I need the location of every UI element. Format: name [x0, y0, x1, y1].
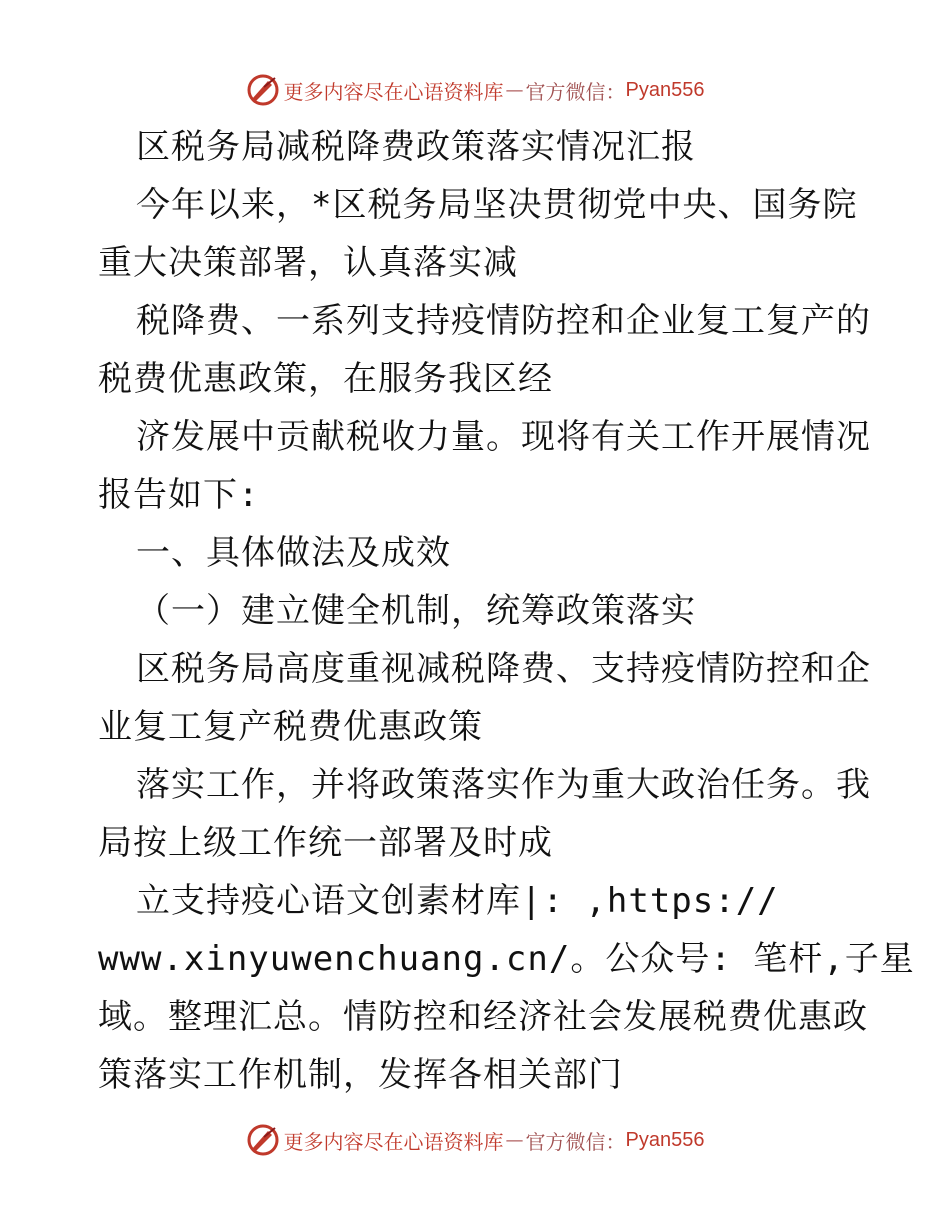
banner-dash: — [505, 79, 524, 101]
document-body [98, 118, 915, 1104]
text-line: 域。整理汇总。情防控和经济社会发展税费优惠政 [98, 997, 868, 1037]
text-line: 税费优惠政策，在服务我区经 [98, 359, 553, 399]
quill-pen-icon [246, 73, 280, 107]
text-line: 一、具体做法及成效 [136, 533, 451, 573]
text-line: 税降费、一系列支持疫情防控和企业复工复产的 [136, 301, 871, 341]
text-line: 区税务局减税降费政策落实情况汇报 [136, 127, 696, 167]
text-line: 今年以来，*区税务局坚决贯彻党中央、国务院 [136, 185, 858, 225]
text-line: 策落实工作机制，发挥各相关部门 [98, 1055, 623, 1095]
text-line: 局按上级工作统一部署及时成 [98, 823, 553, 863]
text-line: 业复工复产税费优惠政策 [98, 707, 483, 747]
text-line: www.xinyuwenchuang.cn/。公众号: 笔杆,子星 [98, 939, 915, 979]
text-line: 立支持疫心语文创素材库|: ,https:// [136, 881, 779, 921]
banner-dash: — [505, 1129, 524, 1151]
banner-wechat-id: Pyan556 [625, 1128, 705, 1151]
text-line: 落实工作，并将政策落实作为重大政治任务。我 [136, 765, 871, 805]
text-line: （一）建立健全机制，统筹政策落实 [136, 591, 696, 631]
banner-wechat-id: Pyan556 [625, 78, 705, 101]
text-line: 报告如下: [98, 475, 260, 515]
text-line: 区税务局高度重视减税降费、支持疫情防控和企 [136, 649, 871, 689]
banner-sub-text: 官方微信： [525, 1129, 626, 1154]
banner-main-text: 更多内容尽在心语资料库 [283, 79, 504, 104]
quill-pen-icon [246, 1123, 280, 1157]
header-watermark-banner [0, 70, 950, 110]
text-line: 济发展中贡献税收力量。现将有关工作开展情况 [136, 417, 871, 457]
banner-sub-text: 官方微信： [525, 79, 626, 104]
footer-watermark-banner [0, 1120, 950, 1160]
text-line: 重大决策部署，认真落实减 [98, 243, 518, 283]
banner-main-text: 更多内容尽在心语资料库 [283, 1129, 504, 1154]
